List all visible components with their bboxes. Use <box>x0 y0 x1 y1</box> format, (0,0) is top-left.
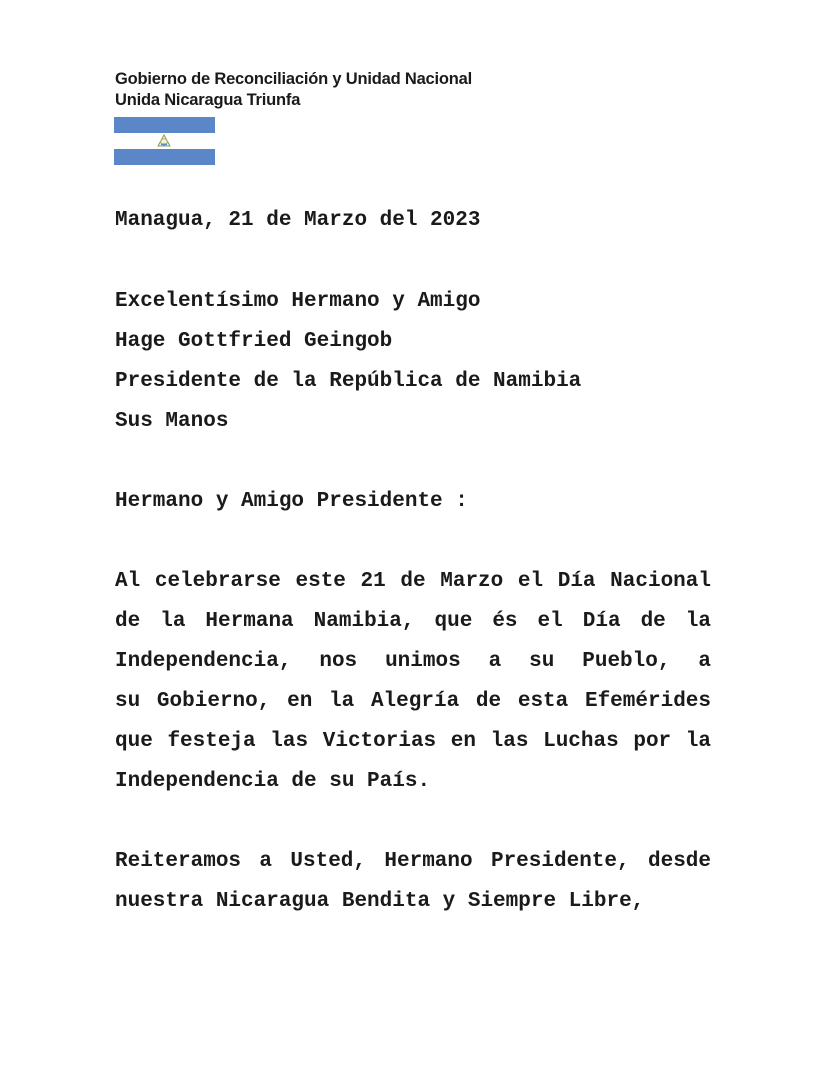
paragraph-1-line: su Gobierno, en la Alegría de esta Efemérides <box>115 690 711 713</box>
paragraph-1-line: Independencia, nos unimos a su Pueblo, a <box>115 650 711 673</box>
paragraph-2-line: nuestra Nicaragua Bendita y Siempre Libre, <box>115 890 645 913</box>
paragraph-1-line: Independencia de su País. <box>115 770 431 793</box>
flag-middle-stripe <box>114 133 215 149</box>
letterhead-government-name: Gobierno de Reconciliación y Unidad Nacional <box>115 70 473 88</box>
flag-top-stripe <box>114 117 215 133</box>
paragraph-1 <box>115 562 711 802</box>
recipient-position: Presidente de la República de Namibia <box>115 370 582 393</box>
date-line: Managua, 21 de Marzo del 2023 <box>115 209 481 232</box>
recipient-block <box>115 282 581 442</box>
recipient-hands: Sus Manos <box>115 410 229 433</box>
paragraph-1-line: Al celebrarse este 21 de Marzo el Día Nacional <box>115 570 711 593</box>
paragraph-1-line: de la Hermana Namibia, que és el Día de la <box>115 610 711 633</box>
letterhead <box>115 69 472 111</box>
flag-bottom-stripe <box>114 149 215 165</box>
salutation: Hermano y Amigo Presidente : <box>115 490 468 513</box>
letterhead-slogan: Unida Nicaragua Triunfa <box>115 91 301 109</box>
nicaragua-flag-icon <box>114 117 215 165</box>
recipient-name: Hage Gottfried Geingob <box>115 330 393 353</box>
paragraph-1-line: que festeja las Victorias en las Luchas por la <box>115 730 711 753</box>
paragraph-2 <box>115 842 711 922</box>
paragraph-2-line: Reiteramos a Usted, Hermano Presidente, desde <box>115 850 711 873</box>
recipient-title: Excelentísimo Hermano y Amigo <box>115 290 481 313</box>
coat-of-arms-icon <box>156 133 172 149</box>
